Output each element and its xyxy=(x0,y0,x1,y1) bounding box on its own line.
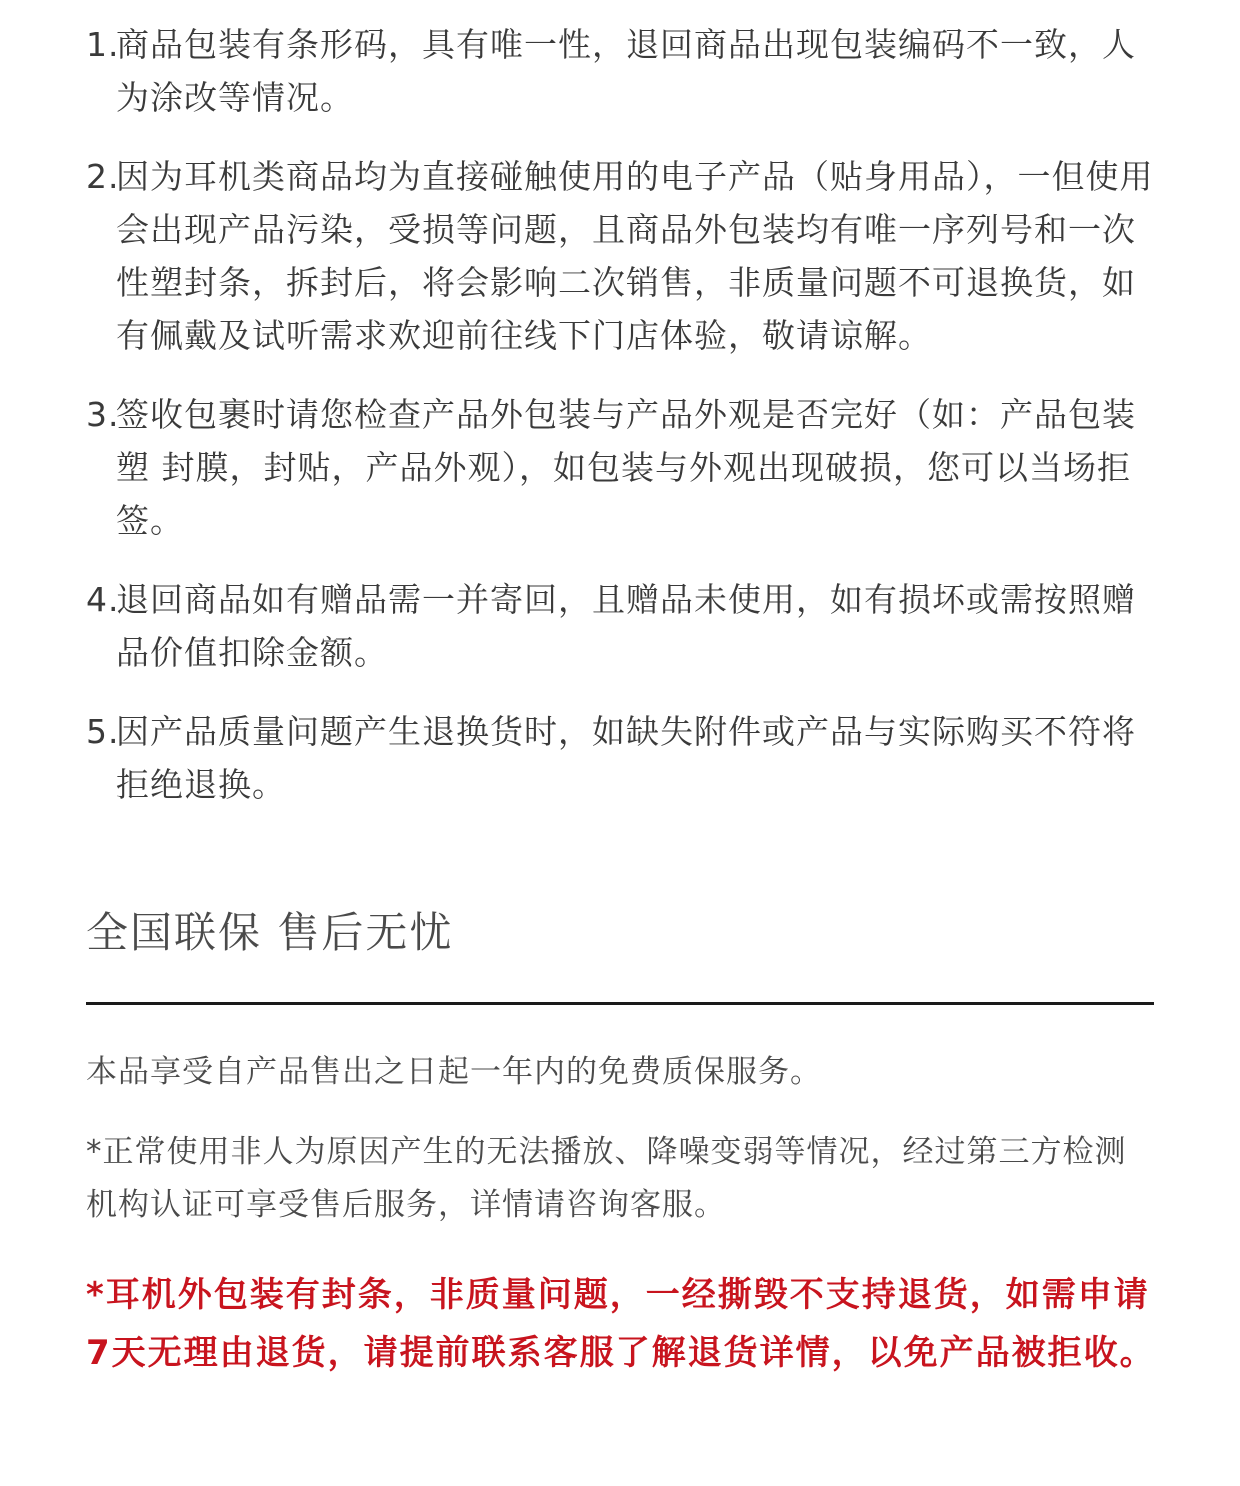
rule-text: 签收包裹时请您检查产品外包装与产品外观是否完好（如：产品包装塑 封膜，封贴，产品外观），如包装与外观出现破损，您可以当场拒签。 xyxy=(116,395,1136,540)
rule-text: 商品包装有条形码，具有唯一性，退回商品出现包装编码不一致，人为涂改等情况。 xyxy=(116,25,1136,117)
rule-number: 1. xyxy=(86,25,120,64)
rule-number: 2. xyxy=(86,157,120,196)
rule-text: 退回商品如有赠品需一并寄回，且赠品未使用，如有损坏或需按照赠品价值扣除金额。 xyxy=(116,580,1136,672)
seal-warning-text: *耳机外包装有封条，非质量问题，一经撕毁不支持退货，如需申请7天无理由退货，请提前联系客服了解退货详情，以免产品被拒收。 xyxy=(86,1275,1156,1373)
rule-number: 4. xyxy=(86,580,120,619)
rule-number: 3. xyxy=(86,395,120,434)
warranty-period-text: 本品享受自产品售出之日起一年内的免费质保服务。 xyxy=(86,1054,822,1090)
rule-item-2 xyxy=(86,150,1161,362)
rule-item-5 xyxy=(86,705,1161,811)
rule-number: 5. xyxy=(86,712,120,751)
warranty-section-title: 全国联保 售后无忧 xyxy=(86,908,454,957)
section-divider xyxy=(86,1002,1154,1005)
rule-item-1 xyxy=(86,18,1161,124)
return-rules-list xyxy=(86,18,1161,837)
warranty-conditions-text: *正常使用非人为原因产生的无法播放、降噪变弱等情况，经过第三方检测机构认证可享受售后服务，详情请咨询客服。 xyxy=(86,1134,1127,1223)
rule-text: 因为耳机类商品均为直接碰触使用的电子产品（贴身用品），一但使用会出现产品污染，受损等问题，且商品外包装均有唯一序列号和一次性塑封条，拆封后，将会影响二次销售，非质量问题不可退换货，如有佩戴及试听需求欢迎前往线下门店体验，敬请谅解。 xyxy=(116,157,1154,355)
rule-item-3 xyxy=(86,388,1161,547)
rule-text: 因产品质量问题产生退换货时，如缺失附件或产品与实际购买不符将拒绝退换。 xyxy=(116,712,1136,804)
rule-item-4 xyxy=(86,573,1161,679)
